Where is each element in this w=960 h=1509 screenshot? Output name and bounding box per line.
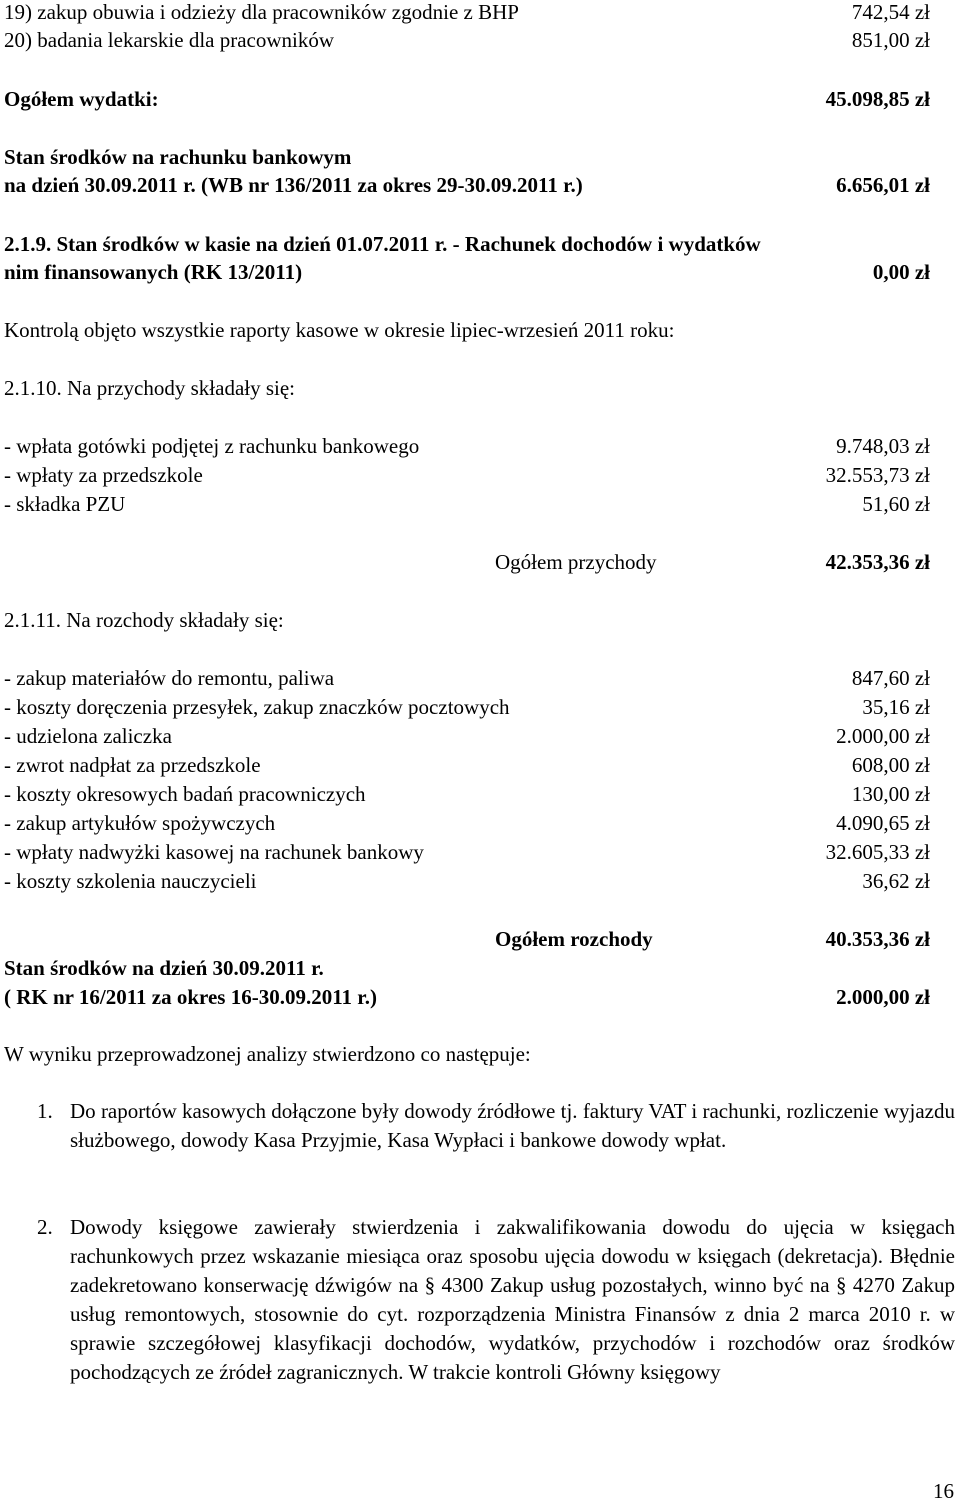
bank-balance-line2: na dzień 30.09.2011 r. (WB nr 136/2011 za okres 29-30.09.2011 r.) [4,173,583,197]
expense-label-19: 19) zakup obuwia i odzieży dla pracowników zgodnie z BHP [4,0,519,24]
total-expenses-value: 45.098,85 zł [825,87,930,111]
outflow-item-value: 36,62 zł [862,869,930,893]
expense-value-20: 851,00 zł [851,28,930,52]
outflow-item-label: - zakup materiałów do remontu, paliwa [4,666,335,690]
outflow-item-value: 130,00 zł [851,782,930,806]
income-total-label: Ogółem przychody [495,550,657,574]
outflow-item-label: - koszty okresowych badań pracowniczych [4,782,366,806]
total-expenses-label: Ogółem wydatki: [4,87,159,111]
outflow-item-value: 35,16 zł [862,695,930,719]
outflow-item-value: 608,00 zł [851,753,930,777]
income-item-value: 51,60 zł [862,492,930,516]
income-item-value: 32.553,73 zł [825,463,930,487]
income-item-value: 9.748,03 zł [836,434,930,458]
outflow-item-value: 847,60 zł [851,666,930,690]
section-2-1-9-value: 0,00 zł [872,260,930,284]
cash-balance-value: 2.000,00 zł [836,985,930,1009]
income-item-label: - wpłata gotówki podjętej z rachunku bankowego [4,434,420,458]
income-item-label: - składka PZU [4,492,126,516]
cash-balance-line2: ( RK nr 16/2011 za okres 16-30.09.2011 r.) [4,985,377,1009]
page-number: 16 [933,1479,954,1503]
outflow-item-label: - zakup artykułów spożywczych [4,811,276,835]
outflows-heading: 2.1.11. Na rozchody składały się: [4,608,284,632]
outflow-item-label: - koszty doręczenia przesyłek, zakup znaczków pocztowych [4,695,510,719]
outflow-item-label: - zwrot nadpłat za przedszkole [4,753,261,777]
finding-paragraph: Dowody księgowe zawierały stwierdzenia i zakwalifikowania dowodu do ujęcia w księgach rachunkowych przez wskazanie miesiąca oraz sposobu ujęcia dowodu w księgach (dekretacja). Błędnie zadekretowano konserwację dźwigów na § 4300 Zakup usług pozostałych, winno być na § 4270 Zakup usług remontowych, stosownie do cyt. rozporządzenia Ministra Finansów z dnia 2 marca 2010 r. w sprawie szczegółowej klasyfikacji dochodów, wydatków, przychodów i rozchodów oraz środków pochodzących ze źródeł zagranicznych. W trakcie kontroli Główny księgowy [70,1215,955,1384]
outflow-item-label: - wpłaty nadwyżki kasowej na rachunek bankowy [4,840,424,864]
outflow-item-label: - koszty szkolenia nauczycieli [4,869,257,893]
finding-paragraph: Do raportów kasowych dołączone były dowody źródłowe tj. faktury VAT i rachunki, rozliczenie wyjazdu służbowego, dowody Kasa Przyjmie, Kasa Wypłaci i bankowe dowody wpłat. [70,1099,955,1152]
cash-balance-line1: Stan środków na dzień 30.09.2011 r. [4,956,324,980]
income-heading: 2.1.10. Na przychody składały się: [4,376,296,400]
outflow-item-value: 2.000,00 zł [836,724,930,748]
outflow-item-value: 4.090,65 zł [836,811,930,835]
finding-number: 2. [37,1215,53,1239]
outflows-total-value: 40.353,36 zł [825,927,930,951]
control-note: Kontrolą objęto wszystkie raporty kasowe w okresie lipiec-wrzesień 2011 roku: [4,318,675,342]
income-total-value: 42.353,36 zł [825,550,930,574]
bank-balance-line1: Stan środków na rachunku bankowym [4,145,352,169]
outflow-item-label: - udzielona zaliczka [4,724,172,748]
analysis-intro: W wyniku przeprowadzonej analizy stwierdzono co następuje: [4,1042,531,1066]
finding-number: 1. [37,1099,53,1123]
expense-value-19: 742,54 zł [851,0,930,24]
expense-label-20: 20) badania lekarskie dla pracowników [4,28,335,52]
outflows-total-label: Ogółem rozchody [495,927,653,951]
section-2-1-9-line1: 2.1.9. Stan środków w kasie na dzień 01.07.2011 r. - Rachunek dochodów i wydatków [4,232,761,256]
section-2-1-9-line2: nim finansowanych (RK 13/2011) [4,260,303,284]
finding-text [70,1097,955,1155]
outflow-item-value: 32.605,33 zł [825,840,930,864]
bank-balance-value: 6.656,01 zł [836,173,930,197]
finding-text [70,1213,955,1387]
income-item-label: - wpłaty za przedszkole [4,463,203,487]
